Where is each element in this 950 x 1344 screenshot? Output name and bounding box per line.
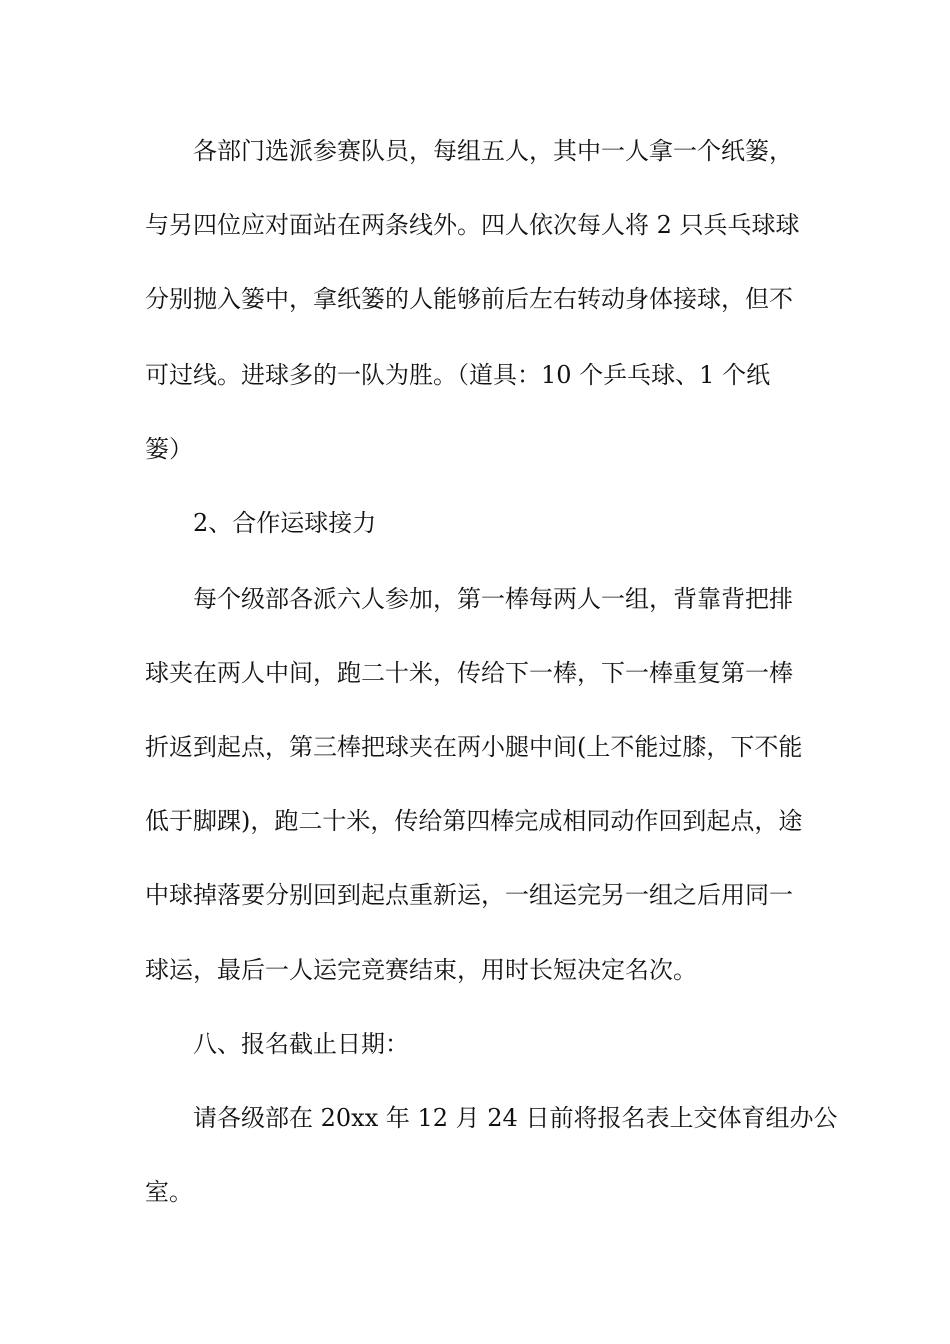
paragraph-line-7: 每个级部各派六人参加，第一棒每两人一组，背靠背把排 [193,585,793,613]
paragraph-line-4: 可过线。进球多的一队为胜。（道具：10 个乒乓球、1 个纸 [145,361,771,389]
paragraph-line-14: 请各级部在 20xx 年 12 月 24 日前将报名表上交体育组办公 [193,1104,838,1132]
paragraph-line-3: 分别抛入篓中，拿纸篓的人能够前后左右转动身体接球，但不 [145,285,793,313]
paragraph-line-5: 篓） [145,435,193,463]
paragraph-line-1: 各部门选派参赛队员，每组五人，其中一人拿一个纸篓， [193,137,793,165]
paragraph-line-15: 室。 [145,1178,193,1206]
paragraph-line-12: 球运，最后一人运完竞赛结束，用时长短决定名次。 [145,956,697,984]
paragraph-line-11: 中球掉落要分别回到起点重新运，一组运完另一组之后用同一 [145,881,793,909]
section-heading-deadline: 八、报名截止日期： [193,1030,409,1058]
paragraph-line-10: 低于脚踝)，跑二十米，传给第四棒完成相同动作回到起点，途 [145,807,803,835]
paragraph-line-9: 折返到起点，第三棒把球夹在两小腿中间(上不能过膝，下不能 [145,733,803,761]
paragraph-line-2: 与另四位应对面站在两条线外。四人依次每人将 2 只兵乓球球 [145,211,800,239]
section-heading-relay: 2、合作运球接力 [193,509,377,537]
paragraph-line-8: 球夹在两人中间，跑二十米，传给下一棒，下一棒重复第一棒 [145,659,793,687]
